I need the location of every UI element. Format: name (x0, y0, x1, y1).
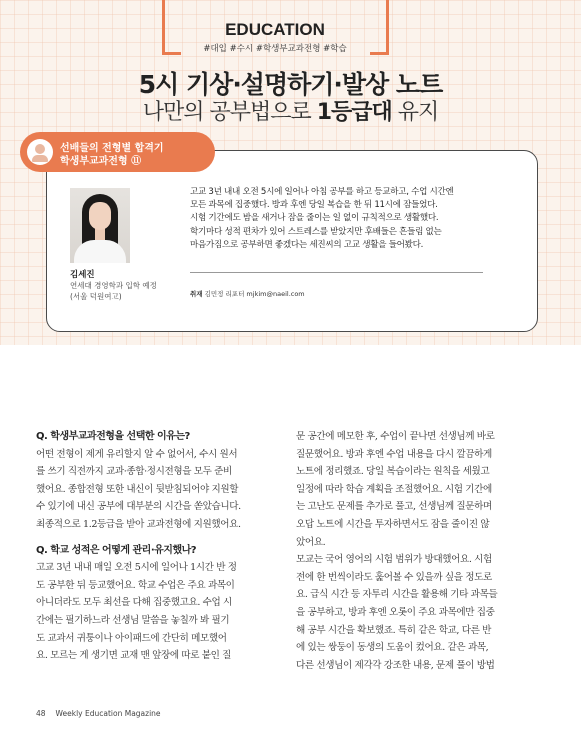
intro-line: 모든 과목에 집중했다. 방과 후엔 당일 복습을 한 뒤 11시에 잠들었다. (190, 200, 438, 211)
body-line: 에 있는 쌍둥이 동생의 도움이 컸어요. 같은 과목, (296, 642, 489, 654)
answer-line: 간에는 필기하느라 선생님 말씀을 놓칠까 봐 필기 (36, 614, 230, 626)
student-school: 연세대 경영학과 입학 예정 (70, 281, 157, 290)
student-photo (70, 188, 130, 263)
answer-line: 도 교과서 귀퉁이나 아이패드에 간단히 메모했어 (36, 632, 227, 644)
credit-text: 김민정 리포터 mjkim@naeil.com (202, 290, 305, 298)
card-divider (190, 272, 483, 273)
intro-line: 학기마다 성적 편차가 있어 스트레스를 받았지만 후배들은 흔들림 없는 (190, 226, 442, 237)
intro-line: 고교 3년 내내 오전 5시에 일어나 아침 공부를 하고 등교하고, 수업 시간엔 (190, 187, 454, 197)
answer-line: 수 있기에 내신 공부에 대부분의 시간을 쏟았습니다. (36, 501, 241, 513)
reporter-credit (190, 289, 305, 298)
body-line: 다른 선생님이 제각각 강조한 내용, 문제 풀이 방법 (296, 659, 495, 671)
body-line: 질문했어요. 방과 후엔 수업 내용을 다시 깔끔하게 (296, 448, 492, 460)
page-number: 48 (36, 709, 46, 718)
body-line: 요. 급식 시간 등 자투리 시간을 활용해 기타 과목들 (296, 589, 498, 601)
magazine-name: Weekly Education Magazine (55, 709, 161, 718)
answer-line: 아니더라도 모두 최선을 다해 집중했고요. 수업 시 (36, 597, 232, 609)
series-badge (20, 132, 215, 172)
section-bracket-left (162, 0, 181, 55)
body-line: 오답 노트에 시간을 투자하면서도 잠을 줄이진 않 (296, 518, 490, 530)
paragraph-gap (36, 534, 268, 542)
body-line: 전에 한 번씩이라도 훑어볼 수 있을까 싶을 정도로 (296, 571, 492, 583)
answer-line: 도 공부한 뒤 등교했어요. 학교 수업은 주요 과목이 (36, 579, 235, 591)
section-label: EDUCATION (225, 20, 325, 39)
body-line: 는 고난도 문제를 추가로 풀고, 선생님께 질문하며 (296, 501, 492, 513)
title-part: 나만의 공부법으로 (142, 100, 317, 125)
body-line: 문 공간에 메모한 후, 수업이 끝나면 선생님께 바로 (296, 431, 495, 442)
credit-label: 취재 (190, 290, 203, 298)
body-line: 았어요. (296, 536, 326, 548)
title-part: 유지 (391, 100, 439, 125)
student-name: 김세진 (70, 270, 95, 280)
person-icon (27, 139, 53, 165)
page-footer (36, 709, 161, 718)
answer-line: 어떤 전형이 제게 유리할지 알 수 없어서, 수시 원서 (36, 448, 238, 460)
answer-line: 요. 모르는 게 생기면 교재 맨 앞장에 따로 붙인 질 (36, 650, 231, 662)
student-highschool: (서울 덕원여고) (70, 292, 122, 301)
answer-line: 를 쓰기 직전까지 교과·종합·정시전형을 모두 준비 (36, 466, 232, 478)
series-subtitle: 학생부교과전형 ⑪ (60, 156, 142, 167)
photo-face (89, 202, 111, 230)
intro-text (190, 186, 500, 252)
question-heading: Q. 학생부교과전형을 선택한 이유는? (36, 431, 190, 442)
title-emphasis: 1등급대 (316, 100, 392, 125)
answer-line: 했어요. 종합전형 또한 내신이 뒷받침되어야 지원할 (36, 483, 239, 495)
article-title-line1: 5시 기상·설명하기·발상 노트 (138, 70, 443, 99)
answer-line: 최종적으로 1.2등급을 받아 교과전형에 지원했어요. (36, 518, 241, 530)
tag-list: #대입 #수시 #학생부교과전형 #학습 (203, 44, 347, 54)
body-line: 모교는 국어 영어의 시험 범위가 방대했어요. 시험 (296, 554, 492, 566)
intro-line: 시험 기간에도 밤을 새거나 잠을 줄이는 일 없이 규칙적으로 생활했다. (190, 213, 439, 224)
body-line: 을 공부하고, 방과 후엔 오롯이 주요 과목에만 집중 (296, 606, 495, 618)
article-title-line2 (0, 95, 581, 126)
series-title: 선배들의 전형별 합격기 (60, 143, 164, 154)
intro-line: 마음가짐으로 공부하면 좋겠다는 세진씨의 고교 생활을 들어봤다. (190, 239, 424, 250)
article-column-left (36, 428, 268, 665)
student-info (70, 280, 157, 302)
photo-shirt (74, 240, 126, 263)
body-line: 해 공부 시간을 확보했죠. 특히 같은 학교, 다른 반 (296, 624, 491, 636)
body-line: 노트에 정리했죠. 당일 복습이라는 원칙을 세웠고 (296, 466, 490, 478)
question-heading: Q. 학교 성적은 어떻게 관리·유지했나? (36, 544, 197, 556)
answer-line: 고교 3년 내내 매일 오전 5시에 일어나 1시간 반 정 (36, 562, 237, 574)
section-bracket-right (370, 0, 389, 55)
body-line: 일정에 따라 학습 계획을 조절했어요. 시험 기간에 (296, 483, 492, 495)
article-column-right (296, 428, 528, 674)
